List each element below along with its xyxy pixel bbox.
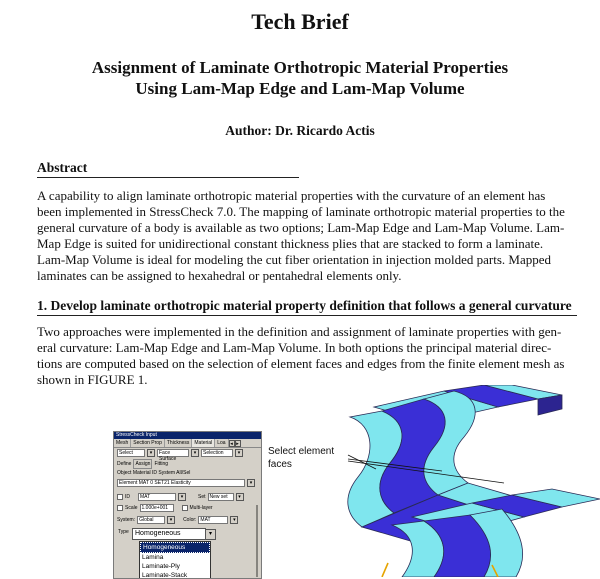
tab-mesh[interactable]: Mesh	[114, 439, 131, 447]
abstract-line: general curvature of a body is available as two options; Lam-Map Edge and Lam-Map Volume. Lam-	[37, 220, 565, 235]
abstract-line: Map Edge is suited for unidirectional constant thickness plies that are stacked to form a laminate.	[37, 236, 544, 251]
tab-thickness[interactable]: Thickness	[165, 439, 193, 447]
abstract-heading: Abstract	[37, 160, 88, 175]
dialog-title: StressCheck Input	[114, 432, 261, 439]
section-line: Two approaches were implemented in the definition and assignment of laminate properties with gen-	[37, 324, 562, 339]
tab-section-prop[interactable]: Section Prop	[131, 439, 165, 447]
multilayer-checkbox[interactable]	[182, 505, 188, 511]
set-dropdown[interactable]: New set	[208, 493, 234, 501]
type-option[interactable]: Laminate-Ply	[142, 563, 180, 570]
type-options-list	[139, 541, 211, 579]
page-title: Tech Brief	[251, 9, 349, 34]
abstract-body	[37, 188, 577, 284]
chevron-down-icon[interactable]: ▾	[147, 449, 155, 457]
id-dropdown[interactable]: MAT	[138, 493, 176, 501]
subtitle-line-1: Assignment of Laminate Orthotropic Material Properties	[91, 58, 509, 77]
define-tab[interactable]: Define	[117, 461, 132, 467]
figure-callout: Select element faces	[268, 446, 335, 470]
id-label: ID	[125, 494, 130, 500]
chevron-down-icon[interactable]: ▾	[236, 493, 244, 501]
color-dropdown[interactable]: MAT	[198, 516, 228, 524]
element-row-field[interactable]: Element MAT 0 SET21 Elasticity	[117, 479, 245, 487]
tab-scroll-right-icon[interactable]: ▸	[236, 441, 239, 447]
section-divider	[37, 315, 577, 316]
section-line: tions are computed based on the selection of element faces and edges from the finite element mesh as	[37, 356, 565, 371]
section-line: shown in FIGURE 1.	[37, 372, 148, 387]
assign-tab[interactable]: Assign	[135, 461, 151, 467]
abstract-divider	[37, 177, 299, 178]
color-label: Color:	[183, 517, 197, 523]
type-label: Type	[118, 529, 129, 535]
material-input-dialog	[113, 431, 262, 579]
select-mode-dropdown[interactable]: Selection	[201, 449, 233, 457]
columns-header: Object Material ID System All/Sel	[117, 470, 191, 476]
chevron-down-icon[interactable]: ▾	[235, 449, 243, 457]
id-checkbox[interactable]	[117, 494, 123, 500]
abstract-line: A capability to align laminate orthotropic material properties with the curvature of an element has	[37, 188, 546, 203]
subtitle-line-2: Using Lam-Map Edge and Lam-Map Volume	[135, 79, 465, 98]
scale-checkbox[interactable]	[117, 505, 123, 511]
chevron-down-icon[interactable]: ▾	[230, 516, 238, 524]
chevron-down-icon[interactable]: ▾	[247, 479, 255, 487]
scale-label: Scale	[125, 505, 138, 511]
select-action-dropdown[interactable]: Select	[117, 449, 145, 457]
type-dropdown[interactable]: Homogeneous	[132, 528, 206, 540]
dialog-tabs	[114, 439, 261, 448]
fitting-tab[interactable]: Fitting	[154, 461, 169, 467]
scale-input[interactable]: 1.000e+001	[140, 504, 174, 512]
system-label: System:	[117, 517, 136, 523]
abstract-line: Lam-Map Volume is ideal for modeling the cut fiber orientation in injection molded parts. Mapped	[37, 252, 551, 267]
type-option[interactable]: Homogeneous	[140, 542, 210, 553]
upper-flange-edge	[538, 395, 562, 415]
chevron-down-icon[interactable]: ▾	[205, 529, 216, 540]
laminate-model-figure	[262, 385, 600, 577]
type-option[interactable]: Laminate-Stack	[142, 572, 188, 579]
set-label: Set	[198, 494, 206, 500]
chevron-down-icon[interactable]: ▾	[178, 493, 186, 501]
pointer-line	[255, 505, 285, 577]
system-dropdown[interactable]: Global	[137, 516, 165, 524]
arrow-indicator	[382, 563, 388, 577]
section-body	[37, 324, 577, 388]
type-option[interactable]: Lamina	[142, 554, 164, 561]
tab-scroll-left-icon[interactable]: ◂	[230, 441, 233, 447]
abstract-line: been implemented in StressCheck 7.0. The mapping of laminate orthotropic material properties to the	[37, 204, 565, 219]
multilayer-label: Multi-layer	[189, 505, 213, 511]
abstract-line: laminates can be assigned to hexahedral or pentahedral elements only.	[37, 268, 402, 283]
select-target-dropdown[interactable]: Face Surface	[157, 449, 189, 457]
author: Author: Dr. Ricardo Actis	[225, 123, 375, 138]
section-line: eral curvature: Lam-Map Edge and Lam-Map Volume. In both options the principal material direc-	[37, 340, 552, 355]
tab-loads[interactable]: Loa	[215, 439, 228, 447]
chevron-down-icon[interactable]: ▾	[167, 516, 175, 524]
section-heading: 1. Develop laminate orthotropic material property definition that follows a general curvature	[37, 298, 572, 313]
chevron-down-icon[interactable]: ▾	[191, 449, 199, 457]
tab-material[interactable]: Material	[192, 439, 215, 447]
